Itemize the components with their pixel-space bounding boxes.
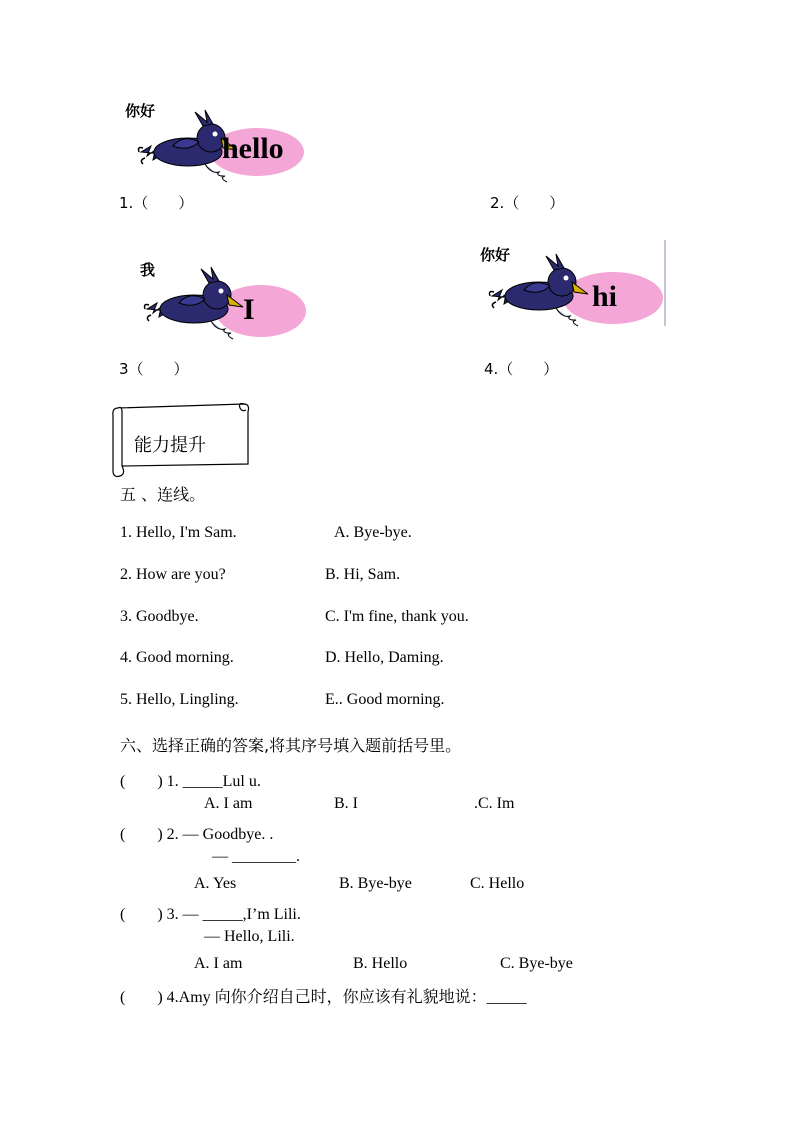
picture-cn: 我: [140, 261, 156, 279]
bird-icon: [135, 255, 335, 345]
match-right-3: C. I'm fine, thank you.: [325, 608, 469, 625]
match-left-4: 4. Good morning.: [120, 649, 234, 666]
section6-title: 六、选择正确的答案,将其序号填入题前括号里。: [120, 736, 462, 755]
match-left-2: 2. How are you?: [120, 566, 226, 583]
q3-reply: — Hello, Lili.: [204, 928, 295, 945]
match-right-2: B. Hi, Sam.: [325, 566, 401, 583]
q2-reply: — ________.: [212, 848, 300, 865]
match-right-1: A. Bye-bye.: [334, 524, 412, 541]
q2-stem: ( ) 2. — Goodbye. .: [120, 826, 274, 843]
picture-question-3: 3（ ）: [119, 360, 189, 378]
q2-option-a: A. Yes: [194, 875, 237, 892]
picture-cn: 你好: [480, 246, 511, 264]
q3-option-b: B. Hello: [353, 955, 408, 972]
picture-word: I: [243, 293, 255, 326]
q3-stem: ( ) 3. — _____,I’m Lili.: [120, 906, 301, 923]
match-right-5: E.. Good morning.: [325, 691, 445, 708]
scroll-banner: [110, 398, 252, 478]
picture-cn: 你好: [125, 102, 156, 120]
picture-hi: [478, 240, 678, 330]
match-left-3: 3. Goodbye.: [120, 608, 199, 625]
q2-option-b: B. Bye-bye: [339, 875, 412, 892]
match-right-4: D. Hello, Daming.: [325, 649, 444, 666]
q4-stem: ( ) 4.Amy 向你介绍自己时，你应该有礼貌地说：_____: [120, 989, 527, 1006]
section5-title: 五 、连线。: [120, 485, 206, 504]
picture-word: hello: [222, 132, 284, 165]
picture-i: [135, 255, 335, 345]
picture-question-1: 1.（ ）: [119, 194, 194, 212]
q1-stem: ( ) 1. _____Lul u.: [120, 773, 261, 790]
match-left-1: 1. Hello, I'm Sam.: [120, 524, 237, 541]
picture-question-4: 4.（ ）: [484, 360, 559, 378]
scroll-label: 能力提升: [134, 435, 206, 456]
q1-option-a: A. I am: [204, 795, 253, 812]
q3-option-a: A. I am: [194, 955, 243, 972]
match-left-5: 5. Hello, Lingling.: [120, 691, 239, 708]
q1-option-b: B. I: [334, 795, 358, 812]
picture-question-2: 2.（ ）: [490, 194, 565, 212]
q2-option-c: C. Hello: [470, 875, 525, 892]
picture-word: hi: [592, 280, 618, 313]
picture-hello: [125, 100, 325, 190]
q1-option-c: .C. Im: [474, 795, 515, 812]
q3-option-c: C. Bye-bye: [500, 955, 573, 972]
